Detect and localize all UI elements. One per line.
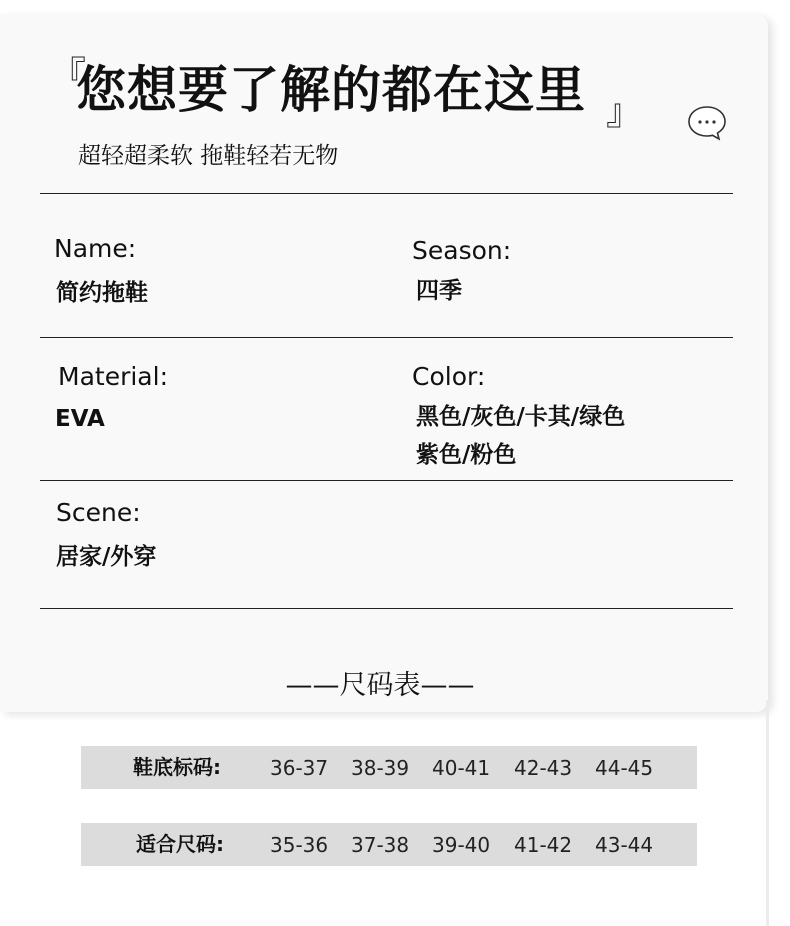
title-bracket-open: 『: [50, 55, 87, 96]
size-chart-title: ——尺码表——: [285, 670, 475, 701]
scene-value: 居家/外穿: [56, 544, 157, 570]
page-title: 您想要了解的都在这里: [76, 61, 586, 119]
color-label: Color:: [412, 362, 486, 391]
page-subtitle: 超轻超柔软 拖鞋轻若无物: [78, 143, 339, 169]
name-value: 简约拖鞋: [56, 280, 148, 306]
title-bracket-close: 』: [606, 92, 643, 133]
size-cell: 41-42: [514, 833, 573, 857]
divider-top: [40, 193, 733, 194]
scene-label: Scene:: [56, 498, 141, 527]
color-value-line1: 黑色/灰色/卡其/绿色: [416, 404, 626, 430]
size-row-sole: [81, 746, 697, 789]
season-label: Season:: [412, 236, 512, 265]
size-cell: 43-44: [595, 833, 654, 857]
size-cell: 35-36: [270, 833, 329, 857]
material-value: EVA: [55, 406, 105, 432]
season-value: 四季: [416, 278, 462, 304]
size-row-label: 适合尺码:: [136, 832, 224, 856]
divider-2: [40, 480, 733, 481]
size-cell: 42-43: [514, 756, 573, 780]
size-cell: 38-39: [351, 756, 410, 780]
size-row-fit: [81, 823, 697, 866]
size-cell: 44-45: [595, 756, 654, 780]
divider-1: [40, 337, 733, 338]
divider-bottom: [40, 608, 733, 609]
name-label: Name:: [54, 234, 137, 263]
size-cell: 39-40: [432, 833, 491, 857]
material-label: Material:: [58, 362, 168, 391]
size-row-label: 鞋底标码:: [133, 755, 221, 779]
size-cell: 40-41: [432, 756, 491, 780]
color-value-line2: 紫色/粉色: [416, 442, 517, 468]
speech-bubble-icon: [686, 104, 728, 142]
size-cell: 37-38: [351, 833, 410, 857]
size-cell: 36-37: [270, 756, 329, 780]
right-edge-divider: [766, 700, 769, 926]
